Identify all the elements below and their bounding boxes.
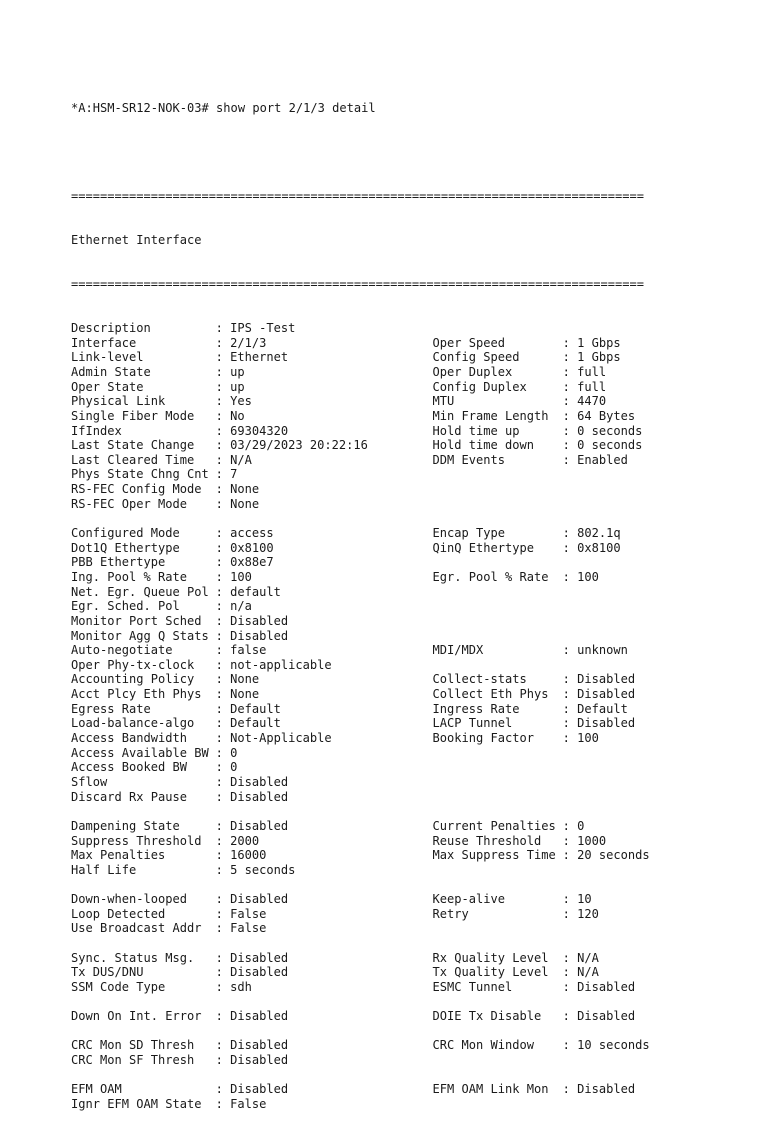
field-value: : 0x8100 [562, 540, 621, 555]
field-row [71, 760, 731, 775]
field-label: Discard Rx Pause [71, 789, 188, 804]
field-value: : IPS -Test [215, 321, 296, 336]
field-row [71, 980, 731, 995]
field-value: : None [215, 496, 260, 511]
field-label: RS-FEC Config Mode [71, 482, 202, 497]
field-row [71, 672, 731, 687]
blank-line [71, 145, 731, 160]
field-label: Single Fiber Mode [71, 408, 195, 423]
field-label: Ignr EFM OAM State [71, 1097, 202, 1112]
field-value: : No [215, 408, 245, 423]
field-label: SSM Code Type [71, 979, 166, 994]
field-label: Admin State [71, 365, 151, 379]
field-value: : N/A [215, 452, 252, 467]
field-label: Max Penalties [71, 848, 166, 863]
field-value: : N/A [562, 950, 599, 965]
field-label: Monitor Port Sched [71, 613, 202, 628]
field-label: Access Available BW [71, 745, 209, 760]
field-value: : Disabled [562, 1009, 636, 1024]
field-label: Min Frame Length [432, 408, 549, 423]
field-value: : full [562, 379, 607, 394]
field-label: Rx Quality Level [432, 950, 549, 965]
field-label: Interface [71, 335, 137, 350]
field-label: Down On Int. Error [71, 1009, 202, 1024]
separator-line-top: =============================================================================== [71, 189, 644, 204]
blank-line [71, 995, 731, 1010]
field-value: : unknown [562, 643, 628, 658]
field-label: EFM OAM Link Mon [432, 1082, 549, 1097]
field-row [71, 921, 731, 936]
field-row [71, 1038, 731, 1053]
field-value: : Disabled [215, 1082, 289, 1097]
field-label: Current Penalties [432, 818, 556, 833]
field-value: : Not-Applicable [215, 731, 332, 746]
field-label: Oper Duplex [432, 365, 513, 379]
field-value: : 100 [562, 569, 599, 584]
field-row [71, 687, 731, 702]
field-label: Last State Change [71, 438, 195, 453]
field-value: : 1 Gbps [562, 335, 621, 350]
field-row [71, 629, 731, 644]
field-value: : 0x88e7 [215, 555, 274, 570]
field-value: : Disabled [562, 979, 636, 994]
field-label: LACP Tunnel [432, 716, 513, 731]
field-label: Down-when-looped [71, 892, 188, 907]
field-row [71, 599, 731, 614]
field-row [71, 380, 731, 395]
field-row [71, 394, 731, 409]
field-value: : Ethernet [215, 350, 289, 365]
field-label: Hold time down [432, 438, 535, 453]
field-value: : 64 Bytes [562, 408, 636, 423]
field-value: : Disabled [215, 950, 289, 965]
field-label: Description [71, 321, 151, 336]
field-label: Access Booked BW [71, 760, 188, 775]
field-label: Load-balance-algo [71, 716, 195, 731]
field-value: : Disabled [215, 1009, 289, 1024]
field-row [71, 834, 731, 849]
section-title: Ethernet Interface [71, 233, 202, 248]
field-row [71, 716, 731, 731]
field-value: : None [215, 672, 260, 687]
field-value: : 100 [215, 569, 252, 584]
field-value: : Enabled [562, 452, 628, 467]
field-value: : 10 seconds [562, 1038, 650, 1053]
field-row [71, 863, 731, 878]
field-label: Acct Plcy Eth Phys [71, 687, 202, 702]
field-label: Tx DUS/DNU [71, 965, 144, 980]
blank-line [71, 877, 731, 892]
blank-line [71, 1024, 731, 1039]
field-value: : Disabled [215, 818, 289, 833]
field-label: Collect Eth Phys [432, 687, 549, 702]
field-value: : False [215, 921, 267, 936]
field-row [71, 965, 731, 980]
terminal-output [71, 72, 731, 1126]
field-value: : Disabled [562, 1082, 636, 1097]
field-row [71, 497, 731, 512]
field-label: IfIndex [71, 423, 122, 438]
field-value: : up [215, 365, 245, 379]
field-value: : 802.1q [562, 526, 621, 541]
field-label: DDM Events [432, 452, 506, 467]
field-value: : Disabled [215, 1053, 289, 1068]
field-value: : 1000 [562, 833, 607, 848]
field-value: : Disabled [215, 965, 289, 980]
field-value: : Disabled [215, 1038, 289, 1053]
field-value: : Default [215, 716, 281, 731]
field-label: Max Suppress Time [432, 848, 556, 863]
field-row [71, 731, 731, 746]
command-prompt-line: *A:HSM-SR12-NOK-03# show port 2/1/3 detail [71, 101, 376, 116]
field-value: : None [215, 482, 260, 497]
field-label: Ing. Pool % Rate [71, 569, 188, 584]
field-label: Phys State Chng Cnt [71, 467, 209, 482]
field-label: RS-FEC Oper Mode [71, 496, 188, 511]
field-row [71, 848, 731, 863]
field-label: Accounting Policy [71, 672, 195, 687]
field-value: : up [215, 379, 245, 394]
field-label: Egr. Sched. Pol [71, 599, 180, 614]
field-label: Oper State [71, 379, 144, 394]
field-row [71, 321, 731, 336]
field-row [71, 1009, 731, 1024]
field-value: : 0 [215, 760, 238, 775]
field-row [71, 658, 731, 673]
field-label: Tx Quality Level [432, 965, 549, 980]
field-value: : Default [215, 701, 281, 716]
field-value: : 0 seconds [562, 423, 643, 438]
field-row [71, 555, 731, 570]
field-label: Link-level [71, 350, 144, 365]
field-row [71, 453, 731, 468]
field-value: : Disabled [215, 892, 289, 907]
field-label: Sync. Status Msg. [71, 950, 195, 965]
field-row [71, 585, 731, 600]
field-label: Ingress Rate [432, 701, 520, 716]
field-value: : Disabled [562, 672, 636, 687]
field-label: Use Broadcast Addr [71, 921, 202, 936]
blank-line [71, 511, 731, 526]
field-value: : Disabled [562, 716, 636, 731]
port-detail-fields [71, 321, 731, 1112]
field-label: Dampening State [71, 818, 180, 833]
field-label: Booking Factor [432, 731, 535, 746]
field-label: Collect-stats [432, 672, 527, 687]
field-label: Egress Rate [71, 701, 151, 716]
field-label: CRC Mon SD Thresh [71, 1038, 195, 1053]
field-row [71, 467, 731, 482]
field-label: Half Life [71, 862, 137, 877]
field-row [71, 746, 731, 761]
field-value: : Disabled [215, 613, 289, 628]
field-label: Sflow [71, 774, 108, 789]
field-row [71, 409, 731, 424]
separator-line-bottom: =============================================================================== [71, 277, 644, 292]
field-row [71, 614, 731, 629]
field-label: PBB Ethertype [71, 555, 166, 570]
field-row [71, 775, 731, 790]
field-label: Dot1Q Ethertype [71, 540, 180, 555]
field-row [71, 951, 731, 966]
field-value: : N/A [562, 965, 599, 980]
field-value: : Disabled [215, 789, 289, 804]
field-row [71, 1082, 731, 1097]
field-label: Egr. Pool % Rate [432, 569, 549, 584]
field-value: : 0 seconds [562, 438, 643, 453]
field-row [71, 438, 731, 453]
field-value: : 7 [215, 467, 238, 482]
field-row [71, 819, 731, 834]
field-row [71, 790, 731, 805]
field-label: Configured Mode [71, 526, 180, 541]
field-label: ESMC Tunnel [432, 979, 513, 994]
blank-line [71, 936, 731, 951]
field-label: Auto-negotiate [71, 643, 173, 658]
field-value: : 120 [562, 906, 599, 921]
field-label: Config Speed [432, 350, 520, 365]
field-label: EFM OAM [71, 1082, 122, 1097]
field-label: Keep-alive [432, 892, 506, 907]
field-label: Access Bandwidth [71, 731, 188, 746]
field-row [71, 424, 731, 439]
field-value: : 0 [215, 745, 238, 760]
blank-line [71, 1068, 731, 1083]
field-value: : 03/29/2023 20:22:16 [215, 438, 368, 453]
field-value: : Disabled [562, 687, 636, 702]
field-row [71, 336, 731, 351]
field-value: : 2/1/3 [215, 335, 267, 350]
field-row [71, 482, 731, 497]
field-label: Hold time up [432, 423, 520, 438]
field-row [71, 702, 731, 717]
field-row [71, 643, 731, 658]
field-value: : access [215, 526, 274, 541]
field-value: : 2000 [215, 833, 260, 848]
field-label: Net. Egr. Queue Pol [71, 584, 209, 599]
blank-line [71, 804, 731, 819]
field-value: : 4470 [562, 394, 607, 409]
field-row [71, 541, 731, 556]
field-value: : 5 seconds [215, 862, 296, 877]
field-label: QinQ Ethertype [432, 540, 535, 555]
field-label: CRC Mon SF Thresh [71, 1053, 195, 1068]
field-value: : 100 [562, 731, 599, 746]
field-value: : Yes [215, 394, 252, 409]
field-row [71, 1097, 731, 1112]
field-label: CRC Mon Window [432, 1038, 535, 1053]
field-value: : default [215, 584, 281, 599]
field-value: : 1 Gbps [562, 350, 621, 365]
field-label: Loop Detected [71, 906, 166, 921]
field-label: DOIE Tx Disable [432, 1009, 542, 1024]
field-row [71, 365, 731, 380]
field-value: : Default [562, 701, 628, 716]
field-value: : False [215, 1097, 267, 1112]
field-row [71, 526, 731, 541]
field-row [71, 570, 731, 585]
field-value: : 10 [562, 892, 592, 907]
field-row [71, 907, 731, 922]
field-label: Reuse Threshold [432, 833, 542, 848]
field-value: : not-applicable [215, 657, 332, 672]
field-value: : 69304320 [215, 423, 289, 438]
field-label: Monitor Agg Q Stats [71, 628, 209, 643]
field-row [71, 350, 731, 365]
field-value: : Disabled [215, 774, 289, 789]
field-label: Config Duplex [432, 379, 527, 394]
field-label: MDI/MDX [432, 643, 484, 658]
field-label: MTU [432, 394, 455, 409]
field-value: : 16000 [215, 848, 267, 863]
field-value: : Disabled [215, 628, 289, 643]
field-label: Last Cleared Time [71, 452, 195, 467]
field-row [71, 1053, 731, 1068]
field-value: : n/a [215, 599, 252, 614]
field-label: Physical Link [71, 394, 166, 409]
field-label: Suppress Threshold [71, 833, 202, 848]
field-row [71, 892, 731, 907]
field-label: Oper Phy-tx-clock [71, 657, 195, 672]
field-value: : 20 seconds [562, 848, 650, 863]
field-label: Retry [432, 906, 469, 921]
field-label: Oper Speed [432, 335, 506, 350]
field-label: Encap Type [432, 526, 506, 541]
field-value: : false [215, 643, 267, 658]
field-value: : None [215, 687, 260, 702]
field-value: : 0 [562, 818, 585, 833]
field-value: : 0x8100 [215, 540, 274, 555]
field-value: : full [562, 365, 607, 379]
field-value: : False [215, 906, 267, 921]
field-value: : sdh [215, 979, 252, 994]
